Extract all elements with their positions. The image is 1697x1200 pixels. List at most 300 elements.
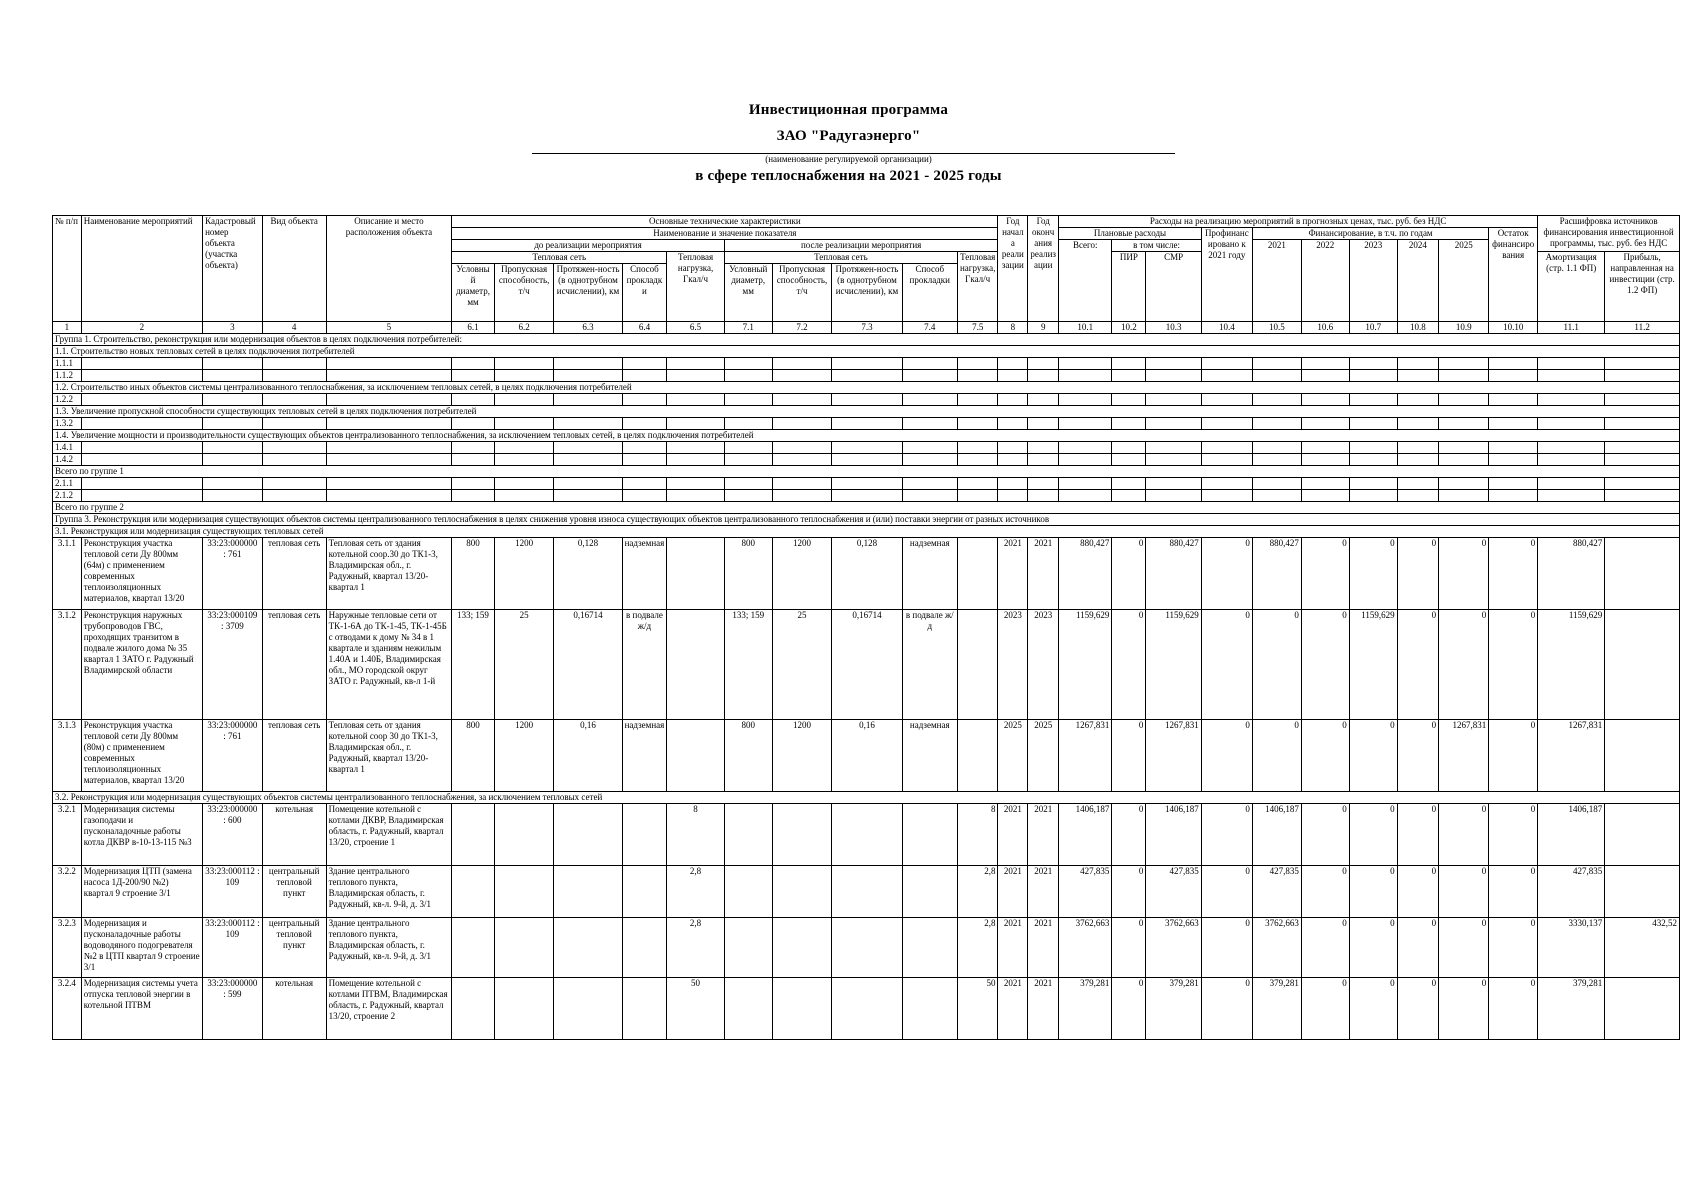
empty-cell — [772, 478, 832, 490]
empty-cell — [326, 418, 452, 430]
financing-2021: 427,835 — [1252, 866, 1301, 918]
prefinanced: 0 — [1201, 866, 1252, 918]
amortization: 1406,187 — [1538, 804, 1605, 866]
diameter-before: 800 — [452, 538, 495, 610]
capacity-after — [772, 804, 832, 866]
empty-cell — [1439, 394, 1489, 406]
empty-cell — [667, 478, 724, 490]
financing-2024: 0 — [1397, 918, 1439, 978]
empty-cell — [1059, 394, 1112, 406]
object-type: тепловая сеть — [262, 538, 326, 610]
empty-cell — [1146, 418, 1201, 430]
empty-cell — [1301, 370, 1349, 382]
heat-load-after: 50 — [957, 978, 997, 1040]
empty-cell — [832, 394, 902, 406]
empty-cell — [998, 454, 1028, 466]
empty-cell — [1201, 490, 1252, 502]
empty-cell — [494, 358, 554, 370]
pir-cost: 0 — [1112, 918, 1146, 978]
column-number: 11.1 — [1538, 322, 1605, 334]
organization-name: ЗАО "Радугаэнерго" — [776, 128, 921, 144]
financing-2021: 0 — [1252, 610, 1301, 720]
empty-cell — [1301, 358, 1349, 370]
empty-cell — [1605, 478, 1680, 490]
empty-cell — [81, 394, 202, 406]
laying-after — [902, 918, 957, 978]
financing-2025: 0 — [1439, 866, 1489, 918]
heat-load-before: 2,8 — [667, 866, 724, 918]
empty-cell — [326, 370, 452, 382]
smr-cost: 427,835 — [1146, 866, 1201, 918]
year-start: 2021 — [998, 978, 1028, 1040]
empty-cell — [998, 358, 1028, 370]
empty-cell — [1301, 490, 1349, 502]
table-row — [53, 538, 1680, 610]
financing-2022: 0 — [1301, 720, 1349, 792]
measure-name: Модернизация ЦТП (замена насоса 1Д-200/90 №2) квартал 9 строение 3/1 — [81, 866, 202, 918]
year-start: 2021 — [998, 866, 1028, 918]
amortization: 1267,831 — [1538, 720, 1605, 792]
empty-cell — [203, 490, 263, 502]
cadastral-number: 33:23:000109 : 3709 — [203, 610, 263, 720]
empty-cell — [622, 442, 667, 454]
profit — [1605, 866, 1680, 918]
capacity-before: 1200 — [494, 720, 554, 792]
profit — [1605, 538, 1680, 610]
column-number: 6.4 — [622, 322, 667, 334]
empty-cell — [772, 454, 832, 466]
capacity-before: 25 — [494, 610, 554, 720]
blank-row — [53, 418, 1680, 430]
empty-cell — [1301, 442, 1349, 454]
empty-cell — [554, 442, 622, 454]
col-capacity-after: Пропускная способность, т/ч — [772, 264, 832, 322]
empty-cell — [494, 478, 554, 490]
length-after — [832, 978, 902, 1040]
section-row: Группа 3. Реконструкция или модернизация существующих объектов системы централизованного теплоснабжения в целях снижения уровня износа существующих объектов централизованного теплоснабжения и (или) поставки энергии от разных источников — [53, 514, 1680, 526]
diameter-after: 133; 159 — [724, 610, 772, 720]
empty-cell — [326, 394, 452, 406]
empty-cell — [957, 442, 997, 454]
empty-cell — [1439, 442, 1489, 454]
remaining: 0 — [1489, 978, 1538, 1040]
empty-cell — [1028, 442, 1059, 454]
column-number: 6.2 — [494, 322, 554, 334]
empty-cell — [1605, 394, 1680, 406]
pir-cost: 0 — [1112, 866, 1146, 918]
empty-cell — [452, 418, 495, 430]
year-start: 2023 — [998, 610, 1028, 720]
empty-cell — [452, 358, 495, 370]
empty-cell — [1028, 358, 1059, 370]
year-start: 2021 — [998, 918, 1028, 978]
empty-cell — [81, 370, 202, 382]
empty-cell — [667, 370, 724, 382]
year-end: 2021 — [1028, 918, 1059, 978]
column-number: 10.3 — [1146, 322, 1201, 334]
empty-cell — [832, 418, 902, 430]
column-number: 11.2 — [1605, 322, 1680, 334]
empty-cell — [262, 418, 326, 430]
table-row — [53, 978, 1680, 1040]
table-row — [53, 866, 1680, 918]
object-type: центральный тепловой пункт — [262, 866, 326, 918]
empty-cell — [1349, 418, 1397, 430]
section-row: 3.2. Реконструкция или модернизация существующих объектов системы централизованного теплоснабжения, за исключением тепловых сетей — [53, 792, 1680, 804]
empty-cell — [1349, 490, 1397, 502]
empty-cell — [1605, 418, 1680, 430]
empty-cell — [1252, 394, 1301, 406]
empty-cell — [262, 478, 326, 490]
empty-cell — [1146, 370, 1201, 382]
col-planned: Плановые расходы — [1059, 228, 1202, 240]
diameter-before: 800 — [452, 720, 495, 792]
col-2021: 2021 — [1252, 240, 1301, 322]
empty-cell — [1605, 358, 1680, 370]
capacity-after: 1200 — [772, 720, 832, 792]
empty-cell — [1301, 394, 1349, 406]
row-id: 1.3.2 — [53, 418, 82, 430]
financing-2023: 0 — [1349, 866, 1397, 918]
object-description: Здание центрального теплового пункта, Владимирская область, г. Радужный, кв-л. 9-й, д. 3/1 — [326, 918, 452, 978]
blank-row — [53, 478, 1680, 490]
object-description: Помещение котельной с котлами ПТВМ, Владимирская область, г. Радужный, квартал 13/20, строение 2 — [326, 978, 452, 1040]
empty-cell — [1112, 490, 1146, 502]
total-cost: 379,281 — [1059, 978, 1112, 1040]
column-number: 10.7 — [1349, 322, 1397, 334]
empty-cell — [494, 442, 554, 454]
empty-cell — [667, 490, 724, 502]
empty-cell — [724, 394, 772, 406]
financing-2024: 0 — [1397, 978, 1439, 1040]
col-financing: Финансирование, в т.ч. по годам — [1252, 228, 1488, 240]
length-after: 0,16714 — [832, 610, 902, 720]
empty-cell — [1112, 370, 1146, 382]
empty-cell — [957, 454, 997, 466]
year-start: 2021 — [998, 538, 1028, 610]
object-type: котельная — [262, 804, 326, 866]
year-end: 2025 — [1028, 720, 1059, 792]
empty-cell — [203, 394, 263, 406]
empty-cell — [902, 442, 957, 454]
laying-before: надземная — [622, 720, 667, 792]
col-2024: 2024 — [1397, 240, 1439, 322]
col-incl: в том числе: — [1112, 240, 1201, 252]
row-id: 3.2.2 — [53, 866, 82, 918]
row-id: 1.1.1 — [53, 358, 82, 370]
empty-cell — [998, 478, 1028, 490]
empty-cell — [1252, 490, 1301, 502]
empty-cell — [203, 454, 263, 466]
section-row: 1.4. Увеличение мощности и производительности существующих объектов централизованного теплоснабжения, за исключением тепловых сетей, в целях подключения потребителей — [53, 430, 1680, 442]
empty-cell — [554, 394, 622, 406]
empty-cell — [1146, 454, 1201, 466]
empty-cell — [81, 454, 202, 466]
object-type: тепловая сеть — [262, 720, 326, 792]
empty-cell — [622, 418, 667, 430]
empty-cell — [81, 478, 202, 490]
prefinanced: 0 — [1201, 978, 1252, 1040]
col-pir: ПИР — [1112, 252, 1146, 322]
empty-cell — [724, 490, 772, 502]
empty-cell — [81, 418, 202, 430]
row-id: 2.1.1 — [53, 478, 82, 490]
empty-cell — [957, 490, 997, 502]
organization-caption: (наименование регулируемой организации) — [765, 154, 932, 164]
empty-cell — [1605, 442, 1680, 454]
empty-cell — [1201, 418, 1252, 430]
col-heat-load-before: Тепловая нагрузка, Гкал/ч — [667, 252, 724, 322]
financing-2021: 1406,187 — [1252, 804, 1301, 866]
empty-cell — [622, 454, 667, 466]
empty-cell — [772, 418, 832, 430]
empty-cell — [81, 442, 202, 454]
empty-cell — [1252, 358, 1301, 370]
row-id: 3.2.1 — [53, 804, 82, 866]
empty-cell — [1146, 478, 1201, 490]
total-cost: 880,427 — [1059, 538, 1112, 610]
cadastral-number: 33:23:000112 : 109 — [203, 866, 263, 918]
empty-cell — [554, 418, 622, 430]
empty-cell — [1489, 442, 1538, 454]
column-number: 5 — [326, 322, 452, 334]
empty-cell — [1201, 370, 1252, 382]
section-row: 3.1. Реконструкция или модернизация существующих тепловых сетей — [53, 526, 1680, 538]
year-end: 2021 — [1028, 538, 1059, 610]
empty-cell — [494, 454, 554, 466]
empty-cell — [902, 394, 957, 406]
heat-load-after — [957, 538, 997, 610]
year-end: 2023 — [1028, 610, 1059, 720]
year-end: 2021 — [1028, 978, 1059, 1040]
empty-cell — [1059, 442, 1112, 454]
heat-load-before: 2,8 — [667, 918, 724, 978]
empty-cell — [1028, 418, 1059, 430]
col-laying-before: Способ прокладки — [622, 264, 667, 322]
empty-cell — [957, 358, 997, 370]
col-diameter-after: Условный диаметр, мм — [724, 264, 772, 322]
laying-before — [622, 866, 667, 918]
blank-row — [53, 442, 1680, 454]
col-2022: 2022 — [1301, 240, 1349, 322]
empty-cell — [1439, 370, 1489, 382]
length-before — [554, 866, 622, 918]
empty-cell — [1605, 370, 1680, 382]
empty-cell — [1538, 478, 1605, 490]
column-number: 7.2 — [772, 322, 832, 334]
empty-cell — [262, 358, 326, 370]
col-laying-after: Способ прокладки — [902, 264, 957, 322]
column-number: 10.4 — [1201, 322, 1252, 334]
smr-cost: 1406,187 — [1146, 804, 1201, 866]
col-name: Наименование мероприятий — [81, 216, 202, 322]
col-description: Описание и место расположения объекта — [326, 216, 452, 322]
length-after — [832, 918, 902, 978]
empty-cell — [1146, 358, 1201, 370]
financing-2023: 1159,629 — [1349, 610, 1397, 720]
smr-cost: 880,427 — [1146, 538, 1201, 610]
empty-cell — [452, 490, 495, 502]
diameter-before: 133; 159 — [452, 610, 495, 720]
empty-cell — [1605, 454, 1680, 466]
empty-cell — [494, 490, 554, 502]
empty-cell — [1397, 358, 1439, 370]
column-number: 6.3 — [554, 322, 622, 334]
section-row: Группа 1. Строительство, реконструкция или модернизация объектов в целях подключения потребителей: — [53, 334, 1680, 346]
empty-cell — [326, 454, 452, 466]
empty-cell — [957, 370, 997, 382]
pir-cost: 0 — [1112, 610, 1146, 720]
amortization: 3330,137 — [1538, 918, 1605, 978]
financing-2023: 0 — [1349, 804, 1397, 866]
table-row — [53, 918, 1680, 978]
column-number: 10.2 — [1112, 322, 1146, 334]
empty-cell — [832, 478, 902, 490]
year-end: 2021 — [1028, 804, 1059, 866]
empty-cell — [902, 418, 957, 430]
section-row: 1.2. Строительство иных объектов системы централизованного теплоснабжения, за исключением тепловых сетей, в целях подключения потребителей — [53, 382, 1680, 394]
length-after — [832, 866, 902, 918]
header-row-1 — [53, 216, 1680, 228]
empty-cell — [1439, 454, 1489, 466]
amortization: 427,835 — [1538, 866, 1605, 918]
pir-cost: 0 — [1112, 978, 1146, 1040]
financing-2025: 0 — [1439, 978, 1489, 1040]
length-after: 0,16 — [832, 720, 902, 792]
financing-2022: 0 — [1301, 610, 1349, 720]
empty-cell — [326, 358, 452, 370]
row-id: 1.2.2 — [53, 394, 82, 406]
object-description: Тепловая сеть от здания котельной соор.30 до ТК1-3, Владимирская обл., г. Радужный, квартал 13/20-квартал 1 — [326, 538, 452, 610]
col-after: после реализации мероприятия — [724, 240, 998, 252]
empty-cell — [957, 394, 997, 406]
heat-load-before — [667, 610, 724, 720]
col-smr: СМР — [1146, 252, 1201, 322]
column-number: 7.3 — [832, 322, 902, 334]
object-description: Помещение котельной с котлами ДКВР, Владимирская область, г. Радужный, квартал 13/20, строение 1 — [326, 804, 452, 866]
total-cost: 1159,629 — [1059, 610, 1112, 720]
column-number: 4 — [262, 322, 326, 334]
empty-cell — [452, 370, 495, 382]
empty-cell — [902, 370, 957, 382]
empty-cell — [1397, 442, 1439, 454]
col-2025: 2025 — [1439, 240, 1489, 322]
laying-before — [622, 804, 667, 866]
remaining: 0 — [1489, 804, 1538, 866]
empty-cell — [326, 478, 452, 490]
financing-2024: 0 — [1397, 538, 1439, 610]
cadastral-number: 33:23:000000 : 761 — [203, 538, 263, 610]
col-heat-network-after: Тепловая сеть — [724, 252, 957, 264]
col-prefinanced: Профинансировано к 2021 году — [1201, 228, 1252, 322]
diameter-before — [452, 866, 495, 918]
empty-cell — [724, 358, 772, 370]
empty-cell — [667, 418, 724, 430]
financing-2021: 3762,663 — [1252, 918, 1301, 978]
smr-cost: 3762,663 — [1146, 918, 1201, 978]
empty-cell — [1201, 358, 1252, 370]
empty-cell — [1252, 418, 1301, 430]
diameter-after: 800 — [724, 720, 772, 792]
empty-cell — [1349, 442, 1397, 454]
pir-cost: 0 — [1112, 538, 1146, 610]
pir-cost: 0 — [1112, 720, 1146, 792]
empty-cell — [1059, 454, 1112, 466]
empty-cell — [554, 370, 622, 382]
diameter-after — [724, 804, 772, 866]
remaining: 0 — [1489, 610, 1538, 720]
measure-name: Реконструкция участка тепловой сети Ду 800мм (64м) с применением современных теплоизоляционных материалов, квартал 13/20 — [81, 538, 202, 610]
empty-cell — [1397, 478, 1439, 490]
empty-cell — [1397, 490, 1439, 502]
empty-cell — [1112, 418, 1146, 430]
empty-cell — [262, 370, 326, 382]
col-amortization: Амортизация (стр. 1.1 ФП) — [1538, 252, 1605, 322]
total-cost: 427,835 — [1059, 866, 1112, 918]
diameter-after — [724, 978, 772, 1040]
capacity-after — [772, 978, 832, 1040]
empty-cell — [1489, 370, 1538, 382]
empty-cell — [832, 358, 902, 370]
financing-2023: 0 — [1349, 720, 1397, 792]
empty-cell — [1301, 478, 1349, 490]
column-number: 8 — [998, 322, 1028, 334]
empty-cell — [1146, 442, 1201, 454]
measure-name: Реконструкция наружных трубопроводов ГВС, проходящих транзитом в подвале жилого дома № 35 квартал 1 ЗАТО г. Радужный Владимирской области — [81, 610, 202, 720]
empty-cell — [1112, 358, 1146, 370]
laying-after — [902, 978, 957, 1040]
blank-row — [53, 358, 1680, 370]
capacity-after: 1200 — [772, 538, 832, 610]
row-id: 1.4.2 — [53, 454, 82, 466]
amortization: 880,427 — [1538, 538, 1605, 610]
column-number: 10.6 — [1301, 322, 1349, 334]
year-end: 2021 — [1028, 866, 1059, 918]
column-number: 10.9 — [1439, 322, 1489, 334]
empty-cell — [832, 370, 902, 382]
empty-cell — [772, 358, 832, 370]
empty-cell — [1439, 358, 1489, 370]
empty-cell — [262, 454, 326, 466]
profit — [1605, 804, 1680, 866]
empty-cell — [326, 442, 452, 454]
diameter-before — [452, 804, 495, 866]
heat-load-after: 2,8 — [957, 918, 997, 978]
column-number: 7.5 — [957, 322, 997, 334]
page-subtitle: в сфере теплоснабжения на 2021 - 2025 годы — [695, 168, 1002, 184]
length-before: 0,16 — [554, 720, 622, 792]
col-profit: Прибыль, направленная на инвестиции (стр. 1.2 ФП) — [1605, 252, 1680, 322]
col-heat-load-after: Тепловая нагрузка, Гкал/ч — [957, 252, 997, 322]
measure-name: Модернизация системы газоподачи и пусконаладочные работы котла ДКВР в-10-13-115 №3 — [81, 804, 202, 866]
cadastral-number: 33:23:000000 : 761 — [203, 720, 263, 792]
empty-cell — [1201, 442, 1252, 454]
year-start: 2025 — [998, 720, 1028, 792]
col-n: № п/п — [53, 216, 82, 322]
diameter-before — [452, 918, 495, 978]
prefinanced: 0 — [1201, 610, 1252, 720]
empty-cell — [957, 478, 997, 490]
capacity-before — [494, 918, 554, 978]
prefinanced: 0 — [1201, 720, 1252, 792]
heat-load-before: 8 — [667, 804, 724, 866]
col-tech: Основные технические характеристики — [452, 216, 998, 228]
financing-2022: 0 — [1301, 978, 1349, 1040]
investment-table — [52, 215, 1680, 1040]
col-capacity-before: Пропускная способность, т/ч — [494, 264, 554, 322]
col-length-before: Протяжен-ность (в однотрубном исчислении), км — [554, 264, 622, 322]
capacity-after — [772, 866, 832, 918]
